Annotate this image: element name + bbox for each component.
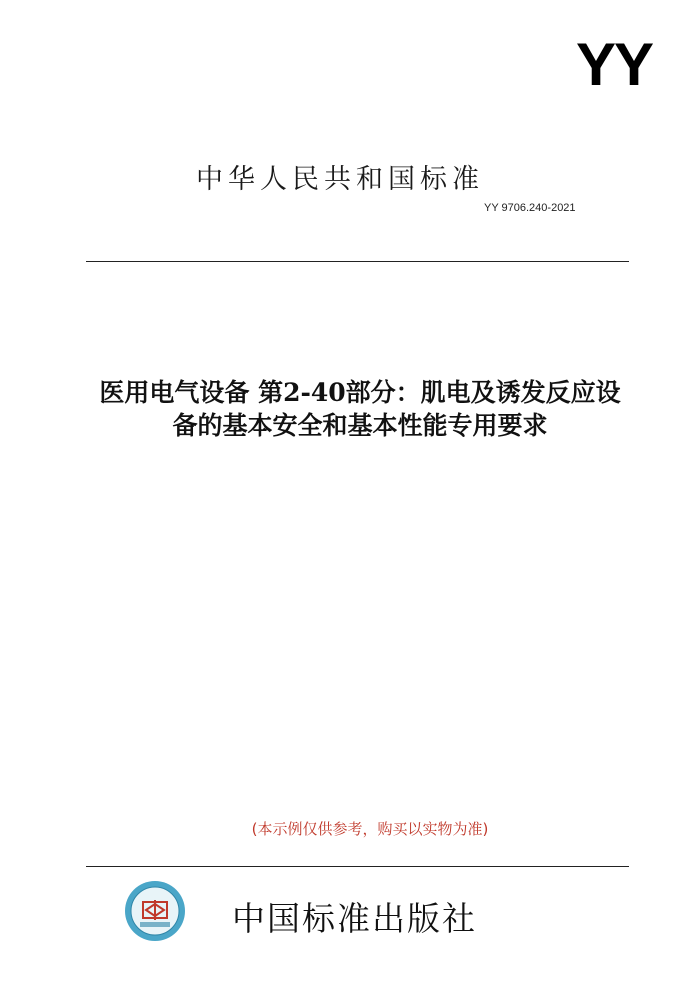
publisher-seal-icon: [124, 880, 186, 942]
standard-code-mark: YY: [576, 31, 653, 98]
national-standard-heading: 中华人民共和国标准: [196, 164, 484, 195]
bottom-divider: [86, 866, 629, 867]
document-title: [40, 376, 680, 442]
sample-notice: (本示例仅供参考，购买以实物为准): [251, 820, 489, 838]
standard-number: YY 9706.240-2021: [484, 202, 576, 214]
title-line-1: 医用电气设备 第2-40部分：肌电及诱发反应设: [99, 378, 621, 407]
publisher-name: 中国标准出版社: [232, 899, 477, 938]
title-line-2: 备的基本安全和基本性能专用要求: [172, 411, 548, 440]
top-divider: [86, 261, 629, 262]
